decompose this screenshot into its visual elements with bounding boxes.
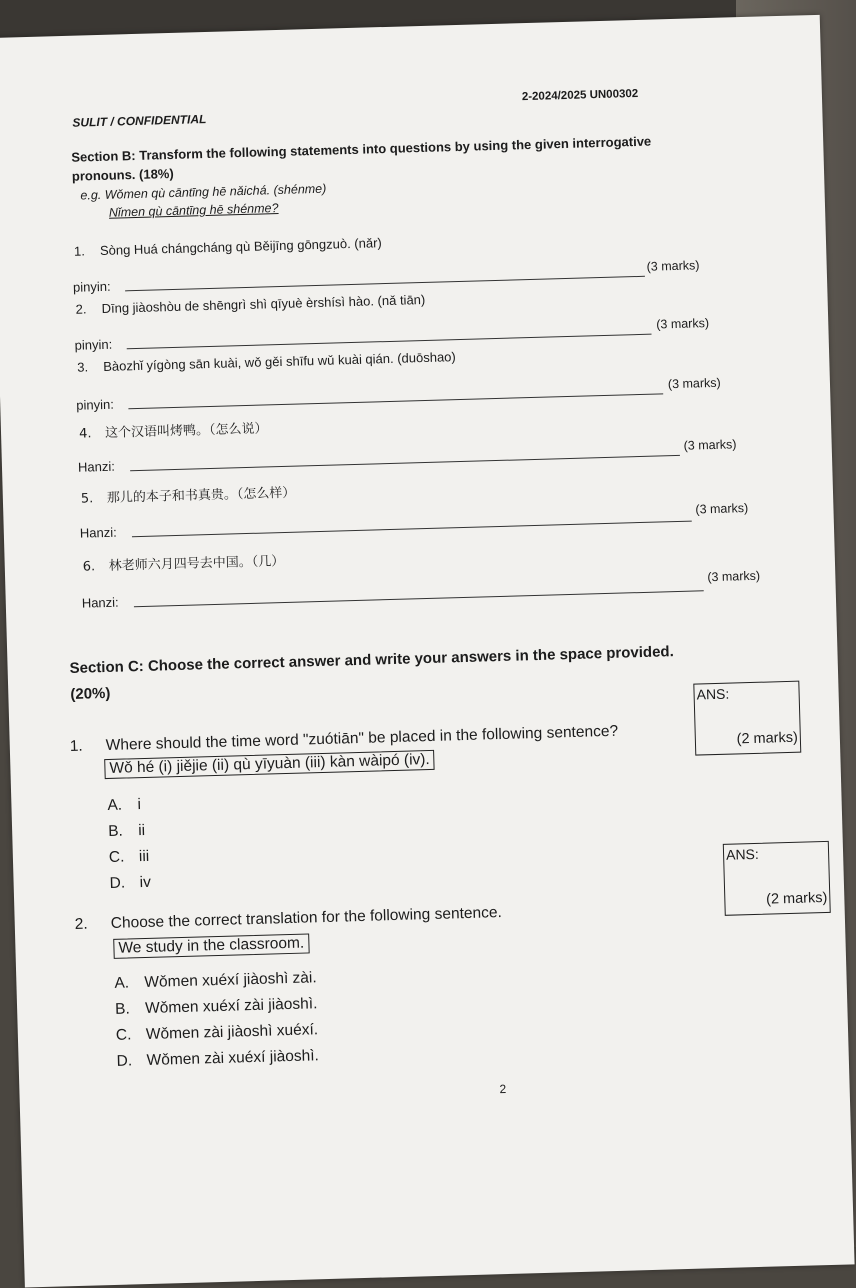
section-b-question-5 <box>81 482 296 507</box>
question-number: 4. <box>78 426 92 442</box>
page-number: 2 <box>499 1081 507 1097</box>
question-text: Sòng Huá chángcháng qù Běijīng gōngzuò. (nǎr) <box>99 235 382 259</box>
example-question: Nǐmen qù cāntīng hē shénme? <box>108 201 279 220</box>
section-c-title-line1: Section C: Choose the correct answer and write your answers in the space provided. <box>69 643 674 678</box>
answer-label: pinyin: <box>76 396 115 413</box>
answer-line[interactable] <box>134 590 704 607</box>
question-number: 5. <box>80 491 94 507</box>
confidential-label: SULIT / CONFIDENTIAL <box>72 111 207 130</box>
option-b[interactable]: B. Wǒmen xuéxí zài jiàoshì. <box>114 995 318 1018</box>
question-text: 那儿的本子和书真贵。（怎么样） <box>106 485 296 506</box>
question-text: Bàozhǐ yígòng sān kuài, wǒ gěi shīfu wǔ kuài qián. (duōshao) <box>103 349 456 374</box>
option-c[interactable]: C. Wǒmen zài jiàoshì xuéxí. <box>115 1021 319 1044</box>
section-c-question-1 <box>70 723 619 756</box>
answer-line[interactable] <box>128 393 663 409</box>
answer-label: Hanzi: <box>81 594 119 611</box>
answer-line[interactable] <box>127 334 652 350</box>
question-number: 1. <box>69 737 83 756</box>
marks-label: (3 marks) <box>695 501 749 517</box>
example-statement: e.g. Wǒmen qù cāntīng hē nǎichá. (shénme) <box>80 181 327 203</box>
question-text: Where should the time word "zuótiān" be placed in the following sentence? <box>105 722 619 755</box>
answer-label: pinyin: <box>74 336 113 353</box>
question-number: 3. <box>77 359 89 375</box>
question-text: 这个汉语叫烤鸭。（怎么说） <box>104 421 268 441</box>
option-a[interactable]: A. i <box>107 796 142 815</box>
exam-code: 2-2024/2025 UN00302 <box>521 87 639 104</box>
section-b-question-3 <box>77 349 456 375</box>
options-list-1 <box>107 792 151 897</box>
marks-label: (3 marks) <box>656 316 710 332</box>
option-d[interactable]: D. Wǒmen zài xuéxí jiàoshì. <box>116 1047 320 1070</box>
boxed-sentence: Wǒ hé (i) jiějie (ii) qù yīyuàn (iii) kàn wàipó (iv). <box>104 750 435 779</box>
section-b-title: Section B: Transform the following statements into questions by using the given interrogative pronouns. (18%) <box>71 133 652 184</box>
section-b-question-6 <box>82 550 284 575</box>
marks-label: (2 marks) <box>736 729 799 748</box>
option-c[interactable]: C. iii <box>108 847 150 866</box>
marks-label: (3 marks) <box>683 437 737 453</box>
answer-line[interactable] <box>125 276 645 292</box>
answer-label: Hanzi: <box>77 458 116 475</box>
section-c-title-line2: (20%) <box>70 684 111 704</box>
question-text: Choose the correct translation for the following sentence. <box>110 904 503 932</box>
marks-label: (2 marks) <box>765 889 828 908</box>
exam-page <box>0 15 855 1288</box>
answer-box-1[interactable] <box>693 681 801 756</box>
answer-line[interactable] <box>130 455 680 471</box>
question-number: 2. <box>74 915 88 933</box>
answer-label: pinyin: <box>72 278 111 295</box>
question-text: Dīng jiàoshòu de shēngrì shì qīyuè èrshísì hào. (nǎ tiān) <box>101 291 426 316</box>
marks-label: (3 marks) <box>667 375 721 392</box>
question-text: 林老师六月四号去中国。（几） <box>108 553 285 574</box>
answer-line[interactable] <box>132 521 692 538</box>
boxed-sentence: We study in the classroom. <box>113 933 309 958</box>
ans-label: ANS: <box>696 685 730 703</box>
marks-label: (3 marks) <box>646 258 700 274</box>
marks-label: (3 marks) <box>707 568 761 585</box>
question-number: 2. <box>75 301 87 317</box>
ans-label: ANS: <box>725 845 759 863</box>
section-b-question-4 <box>79 417 268 441</box>
section-b-question-1 <box>74 235 382 259</box>
options-list-2 <box>114 965 319 1075</box>
section-c-title <box>69 639 675 708</box>
question-number: 1. <box>73 243 86 259</box>
question-number: 6. <box>82 559 96 575</box>
section-b-question-2 <box>75 292 425 317</box>
answer-box-2[interactable] <box>723 841 831 916</box>
answer-label: Hanzi: <box>79 524 117 541</box>
option-a[interactable]: A. Wǒmen xuéxí jiàoshì zài. <box>114 969 317 992</box>
option-b[interactable]: B. ii <box>107 821 146 841</box>
option-d[interactable]: D. iv <box>109 873 152 892</box>
section-c-question-2 <box>75 904 503 934</box>
